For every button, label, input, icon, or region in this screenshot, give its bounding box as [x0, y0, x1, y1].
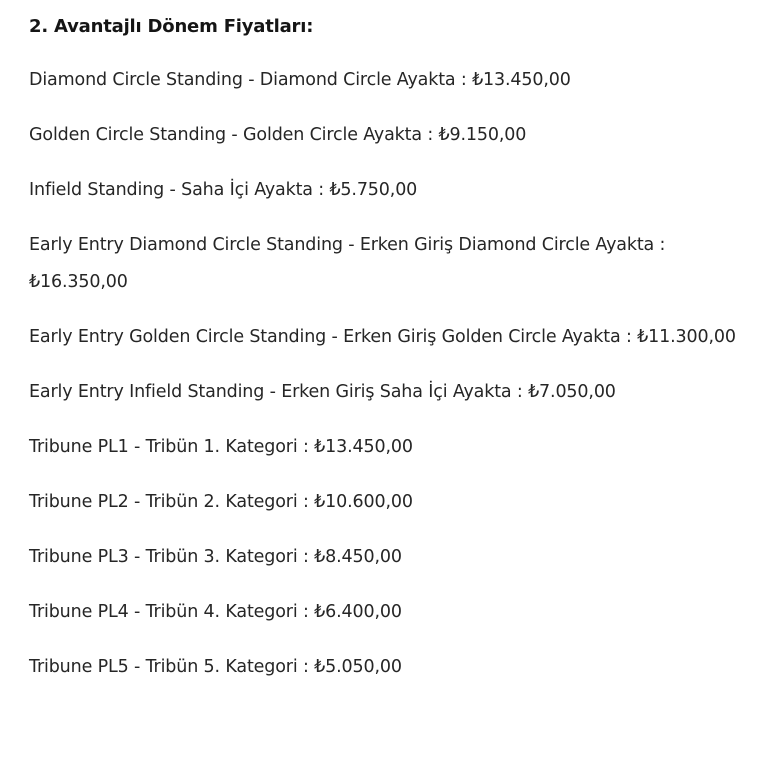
price-item-tribune-pl3: Tribune PL3 - Tribün 3. Kategori : ₺8.450,00: [29, 547, 402, 567]
section-heading: 2. Avantajlı Dönem Fiyatları:: [29, 16, 314, 37]
price-item-early-diamond-circle: Early Entry Diamond Circle Standing - Erken Giriş Diamond Circle Ayakta : ₺16.350,00: [29, 235, 666, 292]
price-item-infield: Infield Standing - Saha İçi Ayakta : ₺5.750,00: [29, 180, 418, 200]
price-item-golden-circle: Golden Circle Standing - Golden Circle Ayakta : ₺9.150,00: [29, 125, 527, 145]
price-item-tribune-pl1: Tribune PL1 - Tribün 1. Kategori : ₺13.450,00: [29, 437, 413, 457]
price-list: [29, 62, 754, 686]
price-section: [29, 0, 754, 686]
price-item-diamond-circle: Diamond Circle Standing - Diamond Circle Ayakta : ₺13.450,00: [29, 70, 571, 90]
price-item-tribune-pl4: Tribune PL4 - Tribün 4. Kategori : ₺6.400,00: [29, 602, 402, 622]
price-item-tribune-pl2: Tribune PL2 - Tribün 2. Kategori : ₺10.600,00: [29, 492, 413, 512]
price-item-early-infield: Early Entry Infield Standing - Erken Giriş Saha İçi Ayakta : ₺7.050,00: [29, 382, 616, 402]
price-item-early-golden-circle: Early Entry Golden Circle Standing - Erken Giriş Golden Circle Ayakta : ₺11.300,00: [29, 327, 736, 347]
price-item-tribune-pl5: Tribune PL5 - Tribün 5. Kategori : ₺5.050,00: [29, 657, 402, 677]
